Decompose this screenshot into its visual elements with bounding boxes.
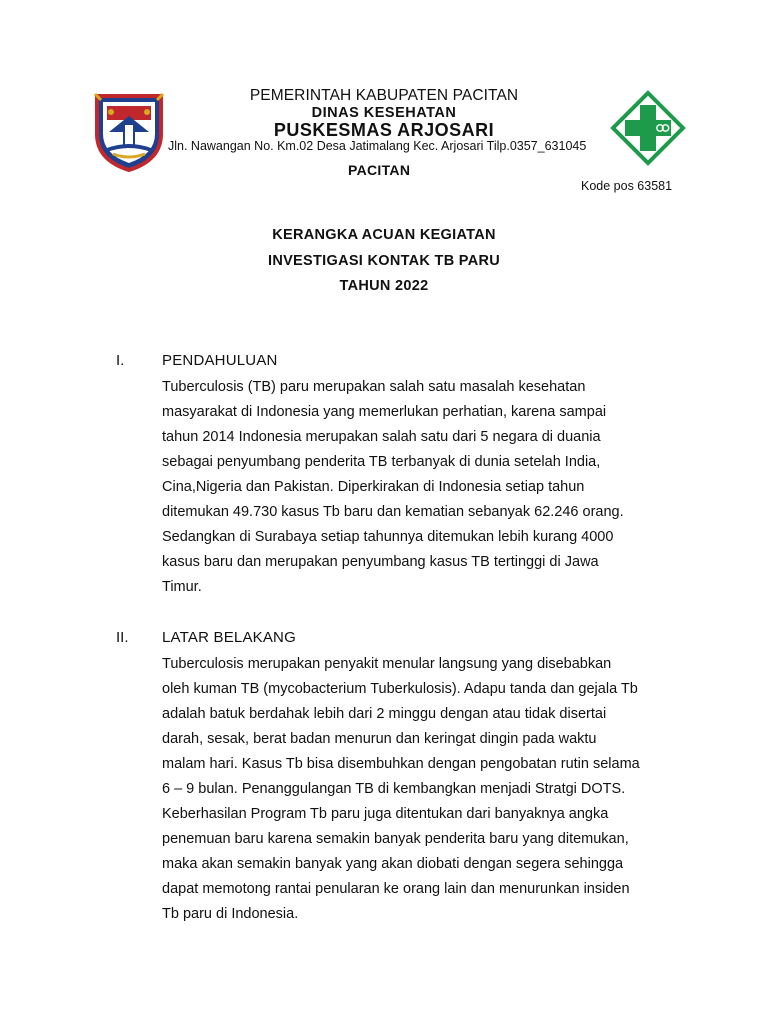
section-number: II. (116, 629, 129, 646)
paragraph-line: Tuberculosis (TB) paru merupakan salah satu masalah kesehatan (162, 379, 586, 395)
paragraph-line: oleh kuman TB (mycobacterium Tuberkulosis). Adapu tanda dan gejala Tb (162, 681, 638, 697)
paragraph-line: maka akan semakin banyak yang akan diobati dengan segera sehingga (162, 856, 624, 872)
paragraph-line: kasus baru dan merupakan penyumbang kasus TB tertinggi di Jawa (162, 554, 599, 570)
postal-code: Kode pos 63581 (581, 179, 673, 193)
paragraph-line: ditemukan 49.730 kasus Tb baru dan kematian sebanyak 62.246 orang. (162, 504, 624, 520)
paragraph-line: Sedangkan di Surabaya setiap tahunnya ditemukan lebih kurang 4000 (162, 529, 614, 545)
paragraph-line: 6 – 9 bulan. Penanggulangan TB di kembangkan menjadi Stratgi DOTS. (162, 781, 626, 797)
section-paragraph (162, 652, 682, 927)
paragraph-line: malam hari. Kasus Tb bisa disembuhkan dengan pengobatan rutin selama (162, 756, 640, 772)
document-title-line-1: KERANGKA ACUAN KEGIATAN (272, 227, 496, 243)
puskesmas-green-cross-logo (608, 90, 688, 166)
city-name: PACITAN (348, 162, 411, 178)
paragraph-line: adalah batuk berdahak lebih dari 2 minggu dengan atau tidak disertai (162, 706, 607, 722)
paragraph-line: Tb paru di Indonesia. (162, 906, 299, 922)
paragraph-line: Cina,Nigeria dan Pakistan. Diperkirakan di Indonesia setiap tahun (162, 479, 585, 495)
regency-coat-of-arms-logo (93, 90, 165, 172)
facility-name: PUSKESMAS ARJOSARI (273, 120, 495, 140)
paragraph-line: penemuan baru karena semakin banyak penderita baru yang ditemukan, (162, 831, 629, 847)
department-name: DINAS KESEHATAN (311, 105, 457, 121)
paragraph-line: sebagai penyumbang penderita TB terbanyak di dunia setelah India, (162, 454, 601, 470)
facility-address: Jln. Nawangan No. Km.02 Desa Jatimalang Kec. Arjosari Tilp.0357_631045 (168, 139, 587, 153)
paragraph-line: tahun 2014 Indonesia merupakan salah satu dari 5 negara di duania (162, 429, 601, 445)
section-heading: PENDAHULUAN (162, 352, 278, 369)
section-number: I. (116, 352, 125, 369)
paragraph-line: Timur. (162, 579, 202, 595)
paragraph-line: darah, sesak, berat badan menurun dan keringat dingin pada waktu (162, 731, 597, 747)
section-heading: LATAR BELAKANG (162, 629, 296, 646)
paragraph-line: Tuberculosis merupakan penyakit menular langsung yang disebabkan (162, 656, 612, 672)
paragraph-line: masyarakat di Indonesia yang memerlukan perhatian, karena sampai (162, 404, 607, 420)
document-title-line-2: INVESTIGASI KONTAK TB PARU (267, 253, 501, 269)
paragraph-line: Keberhasilan Program Tb paru juga ditentukan dari banyaknya angka (162, 806, 609, 822)
government-name: PEMERINTAH KABUPATEN PACITAN (249, 87, 519, 104)
paragraph-line: dapat memotong rantai penularan ke orang lain dan menurunkan insiden (162, 881, 630, 897)
document-title-line-3: TAHUN 2022 (339, 278, 429, 294)
section-paragraph (162, 375, 682, 600)
